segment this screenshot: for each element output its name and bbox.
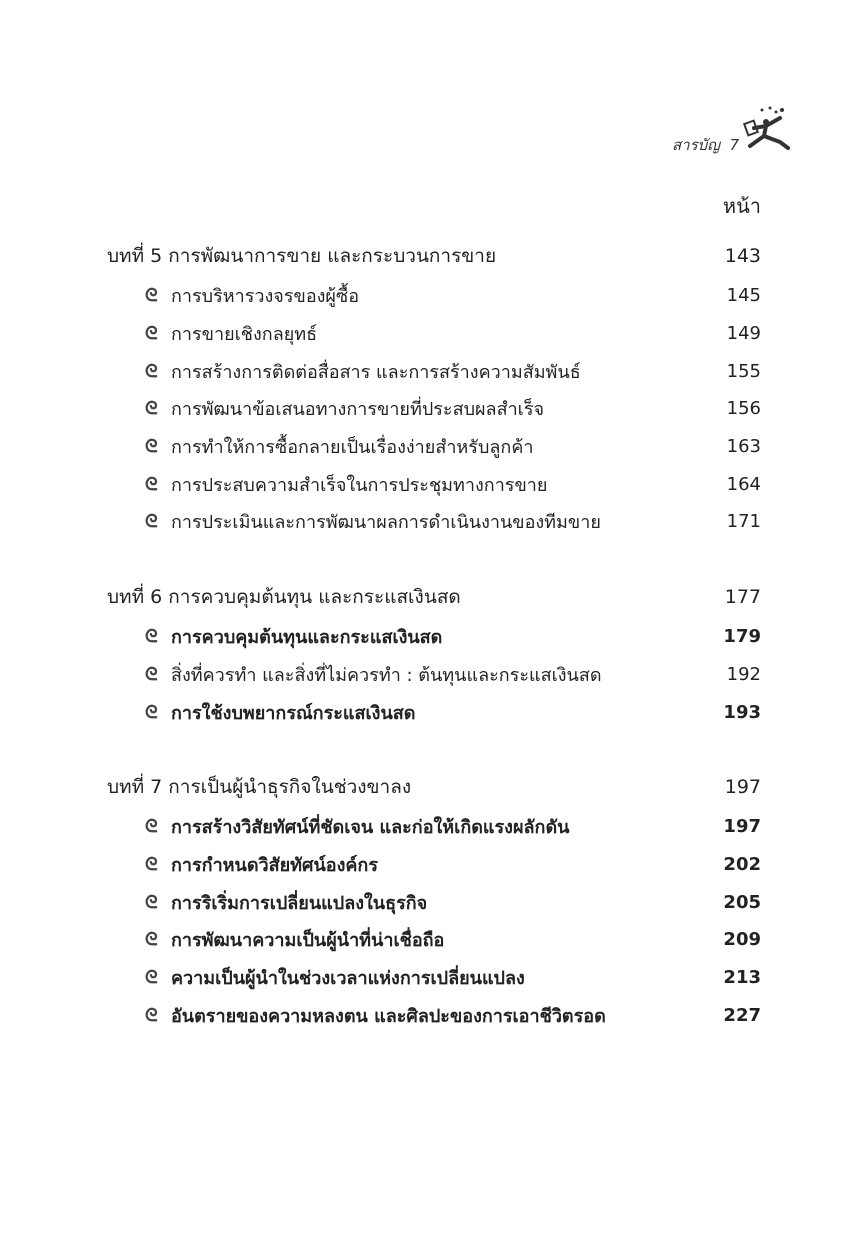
- swirl-bullet-icon: ᘓ: [145, 929, 158, 951]
- toc-entry-page-number: 209: [723, 929, 761, 951]
- toc-entry-page-number: 192: [726, 663, 761, 685]
- chapter-heading[interactable]: [107, 238, 761, 274]
- swirl-bullet-icon: ᘓ: [145, 436, 158, 458]
- toc-entry-page-number: 149: [726, 323, 761, 345]
- toc-entry[interactable]: [107, 618, 761, 656]
- swirl-bullet-icon: ᘓ: [145, 511, 158, 533]
- swirl-bullet-icon: ᘓ: [145, 323, 158, 345]
- toc-entry-title: การประเมินและการพัฒนาผลการดำเนินงานของทีมขาย: [171, 512, 601, 534]
- toc-entry-title: การทำให้การซื้อกลายเป็นเรื่องง่ายสำหรับลูกค้า: [171, 437, 534, 459]
- toc-entry[interactable]: [107, 465, 761, 503]
- toc-entry-page-number: 193: [723, 701, 761, 723]
- toc-entry-page-number: 156: [726, 398, 761, 420]
- toc-entry[interactable]: [107, 846, 761, 884]
- swirl-bullet-icon: ᘓ: [145, 701, 158, 723]
- swirl-bullet-icon: ᘓ: [145, 1004, 158, 1026]
- running-header: [672, 133, 739, 157]
- swirl-bullet-icon: ᘓ: [145, 360, 158, 382]
- toc-entry-page-number: 164: [726, 473, 761, 495]
- toc-entry-page-number: 197: [723, 816, 761, 838]
- toc-entry-title: การสร้างการติดต่อสื่อสาร และการสร้างความสัมพันธ์: [171, 361, 581, 383]
- toc-entry[interactable]: [107, 921, 761, 959]
- toc-entry[interactable]: [107, 808, 761, 846]
- chapter-section: [107, 769, 761, 1034]
- toc-entry-title: การพัฒนาข้อเสนอทางการขายที่ประสบผลสำเร็จ: [171, 399, 545, 421]
- toc-entry[interactable]: [107, 693, 761, 731]
- chapter-page-number: 177: [724, 585, 761, 608]
- toc-entry-page-number: 145: [726, 285, 761, 307]
- chapter-title: บทที่ 6 การควบคุมต้นทุน และกระแสเงินสด: [107, 585, 461, 608]
- chapter-page-number: 197: [724, 775, 761, 798]
- table-of-contents: [107, 238, 761, 1072]
- swirl-bullet-icon: ᘓ: [145, 473, 158, 495]
- page-column-label: หน้า: [722, 194, 761, 218]
- toc-entry-page-number: 155: [726, 360, 761, 382]
- toc-entry-page-number: 213: [723, 966, 761, 988]
- toc-entry[interactable]: [107, 656, 761, 694]
- toc-entry[interactable]: [107, 503, 761, 541]
- toc-entry[interactable]: [107, 352, 761, 390]
- chapter-title: บทที่ 7 การเป็นผู้นำธุรกิจในช่วงขาลง: [107, 775, 412, 798]
- toc-entry-title: สิ่งที่ควรทำ และสิ่งที่ไม่ควรทำ : ต้นทุนและกระแสเงินสด: [171, 664, 602, 686]
- toc-entry[interactable]: [107, 390, 761, 428]
- toc-entry-title: การควบคุมต้นทุนและกระแสเงินสด: [171, 627, 443, 649]
- toc-entry[interactable]: [107, 428, 761, 466]
- toc-entry-page-number: 179: [723, 626, 761, 648]
- toc-entry-page-number: 163: [726, 436, 761, 458]
- toc-entry-page-number: 227: [723, 1004, 761, 1026]
- swirl-bullet-icon: ᘓ: [145, 626, 158, 648]
- toc-entry-title: การกำหนดวิสัยทัศน์องค์กร: [171, 854, 378, 876]
- swirl-bullet-icon: ᘓ: [145, 663, 158, 685]
- toc-entry[interactable]: [107, 315, 761, 353]
- toc-entry-page-number: 205: [723, 891, 761, 913]
- toc-entry-title: การบริหารวงจรของผู้ซื้อ: [171, 286, 359, 308]
- toc-entry[interactable]: [107, 277, 761, 315]
- chapter-section: [107, 238, 761, 541]
- toc-entry-page-number: 202: [723, 853, 761, 875]
- toc-entry-title: การริเริ่มการเปลี่ยนแปลงในธุรกิจ: [171, 892, 428, 914]
- chapter-section: [107, 579, 761, 731]
- toc-entry-title: การสร้างวิสัยทัศน์ที่ชัดเจน และก่อให้เกิดแรงผลักดัน: [171, 817, 570, 839]
- chapter-title: บทที่ 5 การพัฒนาการขาย และกระบวนการขาย: [107, 245, 497, 267]
- swirl-bullet-icon: ᘓ: [145, 398, 158, 420]
- swirl-bullet-icon: ᘓ: [145, 816, 158, 838]
- swirl-bullet-icon: ᘓ: [145, 285, 158, 307]
- toc-entry-title: ความเป็นผู้นำในช่วงเวลาแห่งการเปลี่ยนแปลง: [171, 967, 525, 989]
- running-header-section: สารบัญ: [672, 136, 720, 154]
- swirl-bullet-icon: ᘓ: [145, 853, 158, 875]
- toc-entry-title: การใช้งบพยากรณ์กระแสเงินสด: [171, 702, 416, 724]
- swirl-bullet-icon: ᘓ: [145, 891, 158, 913]
- toc-entry-title: อันตรายของความหลงตน และศิลปะของการเอาชีวิตรอด: [171, 1005, 606, 1027]
- toc-entry-page-number: 171: [726, 511, 761, 533]
- toc-entry-title: การพัฒนาความเป็นผู้นำที่น่าเชื่อถือ: [171, 930, 445, 952]
- chapter-heading[interactable]: [107, 769, 761, 805]
- running-man-logo-icon: [740, 104, 790, 154]
- toc-entry[interactable]: [107, 996, 761, 1034]
- toc-entry[interactable]: [107, 959, 761, 997]
- toc-entry-title: การขายเชิงกลยุทธ์: [171, 324, 318, 346]
- chapter-page-number: 143: [724, 245, 761, 267]
- toc-entry-title: การประสบความสำเร็จในการประชุมทางการขาย: [171, 474, 548, 496]
- chapter-heading[interactable]: [107, 579, 761, 615]
- toc-entry[interactable]: [107, 883, 761, 921]
- swirl-bullet-icon: ᘓ: [145, 966, 158, 988]
- running-header-page: 7: [729, 136, 740, 154]
